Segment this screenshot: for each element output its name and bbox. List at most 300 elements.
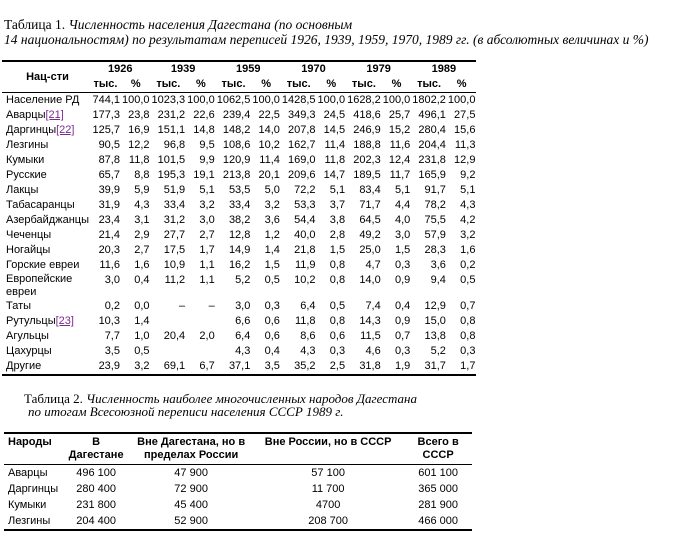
value-percent-cell: 10,2: [258, 139, 280, 151]
value-thousands-cell: [151, 314, 187, 329]
value-percent-cell: 8,8: [134, 169, 150, 181]
value-thousands-cell: 33,4: [163, 199, 186, 211]
value-percent-cell: 1,9: [382, 359, 412, 375]
nation-name-cell: [2, 329, 90, 344]
value-thousands-cell: 125,7: [92, 124, 120, 136]
footnote-link[interactable]: [22]: [56, 124, 75, 136]
value-thousands-cell: 78,2: [424, 199, 446, 211]
value-percent-cell: 100,0: [187, 94, 215, 106]
value-percent-cell: 1,5: [264, 259, 280, 271]
header-nations: Народы: [4, 433, 62, 465]
value-percent-cell: 22,6: [193, 109, 215, 121]
value-thousands-cell: 6,6: [235, 315, 251, 327]
population-cell: 52 900: [130, 513, 252, 530]
value-percent-cell: 3,8: [329, 214, 346, 226]
table2-caption-text1: Численность наиболее многочисленных народов Дагестана: [86, 391, 417, 406]
population-cell: 45 400: [174, 498, 208, 511]
value-thousands-cell: 11,5: [360, 330, 381, 342]
value-percent-cell: 0,4: [394, 300, 411, 312]
value-percent-cell: 0,5: [264, 274, 280, 286]
header-year: 1970: [281, 61, 346, 77]
value-percent-cell: 1,5: [329, 244, 346, 256]
value-thousands-cell: 54,4: [294, 214, 316, 226]
value-percent-cell: 3,2: [460, 229, 476, 241]
value-thousands-cell: 11,9: [294, 259, 316, 271]
value-thousands-cell: 1802,2: [412, 94, 446, 106]
header-year: 1939: [151, 61, 216, 77]
value-thousands-cell: 10,2: [294, 274, 316, 286]
value-thousands-cell: 9,4: [430, 274, 446, 286]
value-thousands-cell: 14,3: [359, 315, 381, 327]
value-percent-cell: 4,3: [134, 199, 150, 211]
value-thousands-cell: 65,7: [98, 169, 120, 181]
nation-name-cell: [2, 123, 90, 138]
population-table: [2, 60, 476, 376]
value-thousands-cell: 31,7: [411, 359, 447, 375]
header-outside-dagestan: Вне Дагестана, но в пределах России: [130, 433, 252, 465]
value-thousands-cell: 13,8: [424, 330, 446, 342]
population-cell: 72 900: [174, 482, 208, 495]
table-row: [2, 329, 476, 344]
value-thousands-cell: 39,9: [98, 184, 120, 196]
table2-header-row: [4, 433, 472, 465]
value-thousands-cell: 27,7: [163, 229, 186, 241]
table-row: [2, 138, 476, 153]
value-percent-cell: 12,4: [388, 154, 411, 166]
population-cell: 204 400: [62, 513, 130, 530]
value-thousands-cell: 3,6: [430, 259, 446, 271]
population-cell: 281 900: [418, 498, 458, 511]
value-thousands-cell: 5,2: [235, 274, 251, 286]
value-percent-cell: 0,5: [134, 345, 150, 357]
value-thousands-cell: 49,2: [359, 229, 381, 241]
value-percent-cell: 1,2: [264, 229, 280, 241]
table2-caption-label: Таблица 2.: [24, 391, 83, 406]
value-percent-cell: 0,3: [264, 300, 280, 312]
table1-caption-line1: [4, 17, 688, 32]
value-percent-cell: 1,6: [134, 259, 150, 271]
value-percent-cell: 4,3: [460, 199, 476, 211]
value-percent-cell: 100,0: [121, 94, 150, 106]
value-thousands-cell: 38,2: [228, 214, 251, 226]
value-percent-cell: 25,7: [388, 109, 411, 121]
value-thousands-cell: 120,9: [222, 154, 251, 166]
value-thousands-cell: 7,4: [365, 300, 381, 312]
value-thousands-cell: 213,8: [222, 169, 251, 181]
value-percent-cell: 3,2: [264, 199, 280, 211]
value-thousands-cell: 418,6: [353, 109, 381, 121]
value-percent-cell: 4,0: [394, 214, 411, 226]
nation-name-cell: [2, 108, 90, 123]
value-percent-cell: 20,1: [258, 169, 280, 181]
value-thousands-cell: 1428,5: [281, 94, 316, 106]
value-percent-cell: 14,0: [258, 124, 280, 136]
table-row: [4, 465, 472, 482]
value-percent-cell: 15,6: [454, 124, 476, 136]
value-percent-cell: 9,2: [460, 169, 476, 181]
value-percent-cell: 0,0: [134, 300, 150, 312]
table1-caption-line2: 14 национальностям) по результатам переписей 1926, 1939, 1959, 1970, 1989 гг. (в абсолютных величинах и %): [4, 32, 649, 47]
value-percent-cell: 3,7: [329, 199, 346, 211]
nation-name: Азербайджанцы: [6, 214, 89, 226]
nation-name-cell: [2, 168, 90, 183]
value-thousands-cell: 21,8: [294, 244, 316, 256]
value-thousands-cell: 33,4: [228, 199, 251, 211]
value-thousands-cell: 40,0: [294, 229, 316, 241]
value-thousands-cell: 53,3: [294, 199, 316, 211]
value-thousands-cell: 1062,5: [216, 94, 251, 106]
value-percent-cell: 0,3: [394, 259, 411, 271]
value-thousands-cell: 177,3: [92, 109, 120, 121]
value-percent-cell: 9,5: [199, 139, 215, 151]
header-unit-pct: %: [261, 78, 272, 90]
value-percent-cell: 1,4: [264, 244, 280, 256]
value-percent-cell: 0,9: [394, 274, 411, 286]
value-thousands-cell: 165,9: [418, 169, 446, 181]
value-thousands-cell: 204,4: [418, 139, 446, 151]
value-percent-cell: 11,7: [389, 169, 411, 181]
value-thousands-cell: 148,2: [222, 124, 251, 136]
nation-name-cell: [2, 314, 90, 329]
value-thousands-cell: 202,3: [353, 154, 381, 166]
value-percent-cell: 0,6: [329, 330, 346, 342]
table1-caption-label: Таблица 1.: [4, 17, 66, 32]
value-thousands-cell: 83,4: [359, 184, 381, 196]
value-thousands-cell: 35,2: [281, 359, 317, 375]
value-thousands-cell: 3,0: [104, 274, 120, 286]
header-unit-abs: тыс.: [417, 78, 442, 90]
value-percent-cell: 3,2: [121, 359, 151, 375]
value-percent-cell: 1,5: [394, 244, 411, 256]
header-outside-russia: Вне России, но в СССР: [252, 433, 404, 465]
value-thousands-cell: 31,9: [98, 199, 120, 211]
value-thousands-cell: 4,6: [365, 345, 381, 357]
value-percent-cell: 100,0: [252, 94, 280, 106]
table-row: [4, 497, 472, 513]
value-percent-cell: 3,0: [199, 214, 215, 226]
value-percent-cell: 5,1: [199, 184, 215, 196]
value-percent-cell: 2,8: [329, 229, 346, 241]
value-thousands-cell: 64,5: [359, 214, 381, 226]
value-percent-cell: 12,9: [454, 154, 476, 166]
value-thousands-cell: 31,2: [163, 214, 186, 226]
value-thousands-cell: 4,3: [300, 345, 316, 357]
value-percent-cell: 0,9: [394, 315, 411, 327]
nation-name-cell: [2, 273, 90, 299]
footnote-link[interactable]: [21]: [45, 109, 64, 121]
table-row: [2, 213, 476, 228]
value-thousands-cell: –: [179, 300, 186, 312]
value-percent-cell: 19,1: [193, 169, 215, 181]
value-percent-cell: 5,9: [134, 184, 150, 196]
header-unit-abs: тыс.: [351, 78, 376, 90]
nation-name-cell: [2, 359, 90, 375]
value-percent-cell: 11,4: [324, 139, 346, 151]
value-thousands-cell: 3,0: [235, 300, 251, 312]
value-percent-cell: 0,7: [394, 330, 411, 342]
header-total-ussr: Всего в СССР: [404, 433, 472, 465]
table-row: [2, 153, 476, 168]
nation-name: Ногайцы: [6, 244, 51, 256]
header-year: 1989: [411, 61, 476, 77]
nation-name: Горские евреи: [6, 259, 80, 271]
value-percent-cell: 14,7: [323, 169, 346, 181]
nation-name-cell: [2, 198, 90, 213]
value-thousands-cell: 91,7: [424, 184, 446, 196]
value-percent-cell: 0,3: [460, 345, 476, 357]
nation-name-cell: [2, 228, 90, 243]
value-percent-cell: 3,1: [134, 214, 150, 226]
value-thousands-cell: 246,9: [353, 124, 381, 136]
value-percent-cell: 22,5: [258, 109, 280, 121]
value-percent-cell: 2,0: [199, 330, 215, 342]
value-thousands-cell: 57,9: [424, 229, 446, 241]
value-percent-cell: 0,3: [394, 345, 411, 357]
value-thousands-cell: 8,6: [300, 330, 316, 342]
value-thousands-cell: 1628,2: [347, 94, 381, 106]
value-percent-cell: 12,2: [128, 139, 150, 151]
value-percent-cell: 0,8: [329, 315, 346, 327]
value-percent-cell: 11,3: [454, 139, 476, 151]
population-cell: 231 800: [76, 498, 116, 511]
value-thousands-cell: [151, 344, 187, 359]
nation-name: Аварцы: [6, 109, 46, 121]
nation-name-cell: [2, 153, 90, 168]
header-nation: Нац-сти: [2, 61, 90, 93]
value-thousands-cell: 71,7: [359, 199, 381, 211]
value-percent-cell: 11,4: [259, 154, 280, 166]
population-cell: 365 000: [418, 482, 458, 495]
value-thousands-cell: 87,8: [98, 154, 120, 166]
value-percent-cell: 14,8: [193, 124, 215, 136]
value-percent-cell: 0,2: [460, 259, 476, 271]
value-percent-cell: 2,7: [134, 244, 150, 256]
nation-name: Население РД: [6, 94, 80, 106]
value-percent-cell: 0,8: [329, 259, 346, 271]
table2-caption-line2: по итогам Всесоюзной переписи населения СССР 1989 г.: [28, 404, 344, 419]
header-year: 1979: [346, 61, 411, 77]
value-percent-cell: 1,7: [447, 359, 477, 375]
value-thousands-cell: 96,8: [163, 139, 186, 151]
value-thousands-cell: 72,2: [294, 184, 316, 196]
value-percent-cell: 100,0: [317, 94, 346, 106]
table1-caption: [4, 17, 688, 47]
value-thousands-cell: 25,0: [359, 244, 381, 256]
value-percent-cell: 2,5: [317, 359, 347, 375]
value-thousands-cell: 75,5: [424, 214, 446, 226]
table-row: [2, 198, 476, 213]
nation-name-cell: Аварцы: [8, 466, 48, 479]
nation-name: Лакцы: [6, 184, 39, 196]
nation-name-cell: [2, 344, 90, 359]
nation-name: Кумыки: [6, 154, 45, 166]
nation-name: Цахурцы: [6, 345, 52, 357]
nation-name: Даргинцы: [6, 124, 57, 136]
value-thousands-cell: 6,4: [235, 330, 251, 342]
value-thousands-cell: 1023,3: [151, 94, 186, 106]
value-thousands-cell: 11,8: [294, 315, 316, 327]
table1-caption-text1: Численность населения Дагестана (по основным: [68, 17, 353, 32]
value-percent-cell: 4,2: [460, 214, 476, 226]
value-percent-cell: 1,1: [199, 259, 215, 271]
value-percent-cell: 5,1: [460, 184, 476, 196]
nations-1989-table: [4, 432, 472, 531]
value-percent-cell: 27,5: [454, 109, 476, 121]
value-thousands-cell: 23,9: [90, 359, 121, 375]
value-percent-cell: 100,0: [382, 94, 411, 106]
value-thousands-cell: 108,6: [222, 139, 251, 151]
nation-name: Лезгины: [6, 139, 49, 151]
header-unit-abs: тыс.: [156, 78, 181, 90]
nation-name: Чеченцы: [6, 229, 52, 241]
value-percent-cell: 0,6: [264, 330, 280, 342]
header-unit-pct: %: [130, 78, 141, 90]
value-percent-cell: [186, 314, 216, 329]
value-thousands-cell: 14,0: [359, 274, 381, 286]
population-cell: 601 100: [418, 466, 458, 479]
value-thousands-cell: 17,5: [163, 244, 186, 256]
table-row: [2, 168, 476, 183]
value-percent-cell: 9,9: [199, 154, 215, 166]
value-percent-cell: 11,8: [324, 154, 346, 166]
nation-name-cell: [2, 93, 90, 109]
value-percent-cell: 3,0: [394, 229, 411, 241]
value-thousands-cell: 239,4: [222, 109, 251, 121]
value-thousands-cell: 231,8: [418, 154, 446, 166]
value-thousands-cell: 23,4: [98, 214, 120, 226]
value-thousands-cell: 162,7: [288, 139, 316, 151]
value-percent-cell: 100,0: [447, 94, 476, 106]
value-percent-cell: 3,5: [251, 359, 281, 375]
value-percent-cell: 0,6: [264, 315, 280, 327]
nation-name-cell: [2, 243, 90, 258]
value-thousands-cell: 21,4: [98, 229, 120, 241]
value-thousands-cell: 188,8: [353, 139, 381, 151]
value-thousands-cell: 349,3: [288, 109, 316, 121]
value-thousands-cell: 280,4: [418, 124, 446, 136]
nation-name-cell: [2, 258, 90, 273]
value-percent-cell: 23,8: [128, 109, 150, 121]
table2-caption: [24, 392, 624, 418]
footnote-link[interactable]: [23]: [55, 315, 74, 327]
header-unit-abs: тыс.: [93, 78, 118, 90]
value-thousands-cell: 28,3: [424, 244, 446, 256]
value-percent-cell: 2,9: [134, 229, 150, 241]
nation-name: Рутульцы: [6, 315, 56, 327]
nation-name: Другие: [6, 360, 42, 372]
value-percent-cell: 6,7: [186, 359, 216, 375]
nation-name: Русские: [6, 169, 47, 181]
value-percent-cell: 14,5: [323, 124, 346, 136]
value-percent-cell: 5,1: [394, 184, 411, 196]
value-percent-cell: 1,0: [134, 330, 150, 342]
value-thousands-cell: 11,6: [99, 259, 120, 271]
value-thousands-cell: 195,3: [157, 169, 186, 181]
nation-name-cell: [2, 183, 90, 198]
nation-name-cell: [2, 138, 90, 153]
population-cell: 57 100: [311, 466, 345, 479]
population-cell: 11 700: [311, 482, 345, 495]
table-row: [2, 228, 476, 243]
table-row: [2, 344, 476, 359]
value-thousands-cell: 207,8: [288, 124, 316, 136]
value-thousands-cell: 4,7: [365, 259, 381, 271]
value-percent-cell: 0,8: [329, 274, 346, 286]
value-thousands-cell: 4,3: [235, 345, 251, 357]
header-unit-pct: %: [391, 78, 402, 90]
value-thousands-cell: 90,5: [98, 139, 120, 151]
value-thousands-cell: 3,5: [104, 345, 120, 357]
value-thousands-cell: 15,0: [424, 315, 446, 327]
value-percent-cell: 1,1: [199, 274, 215, 286]
header-unit-abs: тыс.: [221, 78, 246, 90]
value-thousands-cell: 51,9: [163, 184, 186, 196]
value-thousands-cell: 20,4: [163, 330, 186, 342]
value-percent-cell: 1,6: [460, 244, 476, 256]
value-percent-cell: 24,5: [323, 109, 346, 121]
nation-name: Таты: [6, 300, 32, 312]
table-row: [2, 93, 476, 109]
value-percent-cell: 0,5: [329, 300, 346, 312]
value-thousands-cell: 14,9: [228, 244, 251, 256]
table-row: [4, 481, 472, 497]
value-percent-cell: 3,2: [199, 199, 215, 211]
value-percent-cell: 0,4: [264, 345, 280, 357]
value-thousands-cell: 231,2: [157, 109, 186, 121]
header-unit-abs: тыс.: [286, 78, 311, 90]
value-percent-cell: 1,4: [134, 315, 150, 327]
value-percent-cell: 16,9: [128, 124, 150, 136]
table-row: [2, 258, 476, 273]
table-row: [2, 359, 476, 375]
value-thousands-cell: 6,4: [300, 300, 316, 312]
value-thousands-cell: 20,3: [98, 244, 120, 256]
nation-name-cell: Лезгины: [4, 513, 62, 530]
value-percent-cell: 5,1: [329, 184, 346, 196]
value-percent-cell: 3,6: [264, 214, 280, 226]
value-thousands-cell: 10,3: [98, 315, 120, 327]
value-thousands-cell: 0,2: [104, 300, 120, 312]
table-row: [2, 314, 476, 329]
population-cell: 47 900: [174, 466, 208, 479]
table1-year-header-row: [2, 61, 476, 77]
value-percent-cell: 11,8: [128, 154, 150, 166]
value-thousands-cell: 101,5: [157, 154, 186, 166]
value-thousands-cell: 5,2: [430, 345, 446, 357]
value-percent-cell: 15,2: [388, 124, 411, 136]
nation-name: Европейские евреи: [6, 273, 73, 298]
population-cell: 496 100: [76, 466, 116, 479]
table2-body: [4, 465, 472, 531]
header-unit-pct: %: [326, 78, 337, 90]
value-percent-cell: 1,7: [199, 244, 215, 256]
header-year: 1926: [90, 61, 151, 77]
table-row: [2, 123, 476, 138]
value-percent-cell: –: [208, 300, 215, 312]
nation-name: Табасаранцы: [6, 199, 75, 211]
table-row: [2, 273, 476, 299]
value-percent-cell: 11,6: [389, 139, 411, 151]
table-row: [2, 243, 476, 258]
population-cell: 4700: [315, 498, 341, 511]
value-percent-cell: 5,0: [264, 184, 280, 196]
value-thousands-cell: 16,2: [228, 259, 251, 271]
value-thousands-cell: 7,7: [104, 330, 120, 342]
value-thousands-cell: 744,1: [90, 93, 121, 109]
value-thousands-cell: 12,9: [424, 300, 446, 312]
table-row: [4, 513, 472, 530]
value-thousands-cell: 151,1: [157, 124, 186, 136]
